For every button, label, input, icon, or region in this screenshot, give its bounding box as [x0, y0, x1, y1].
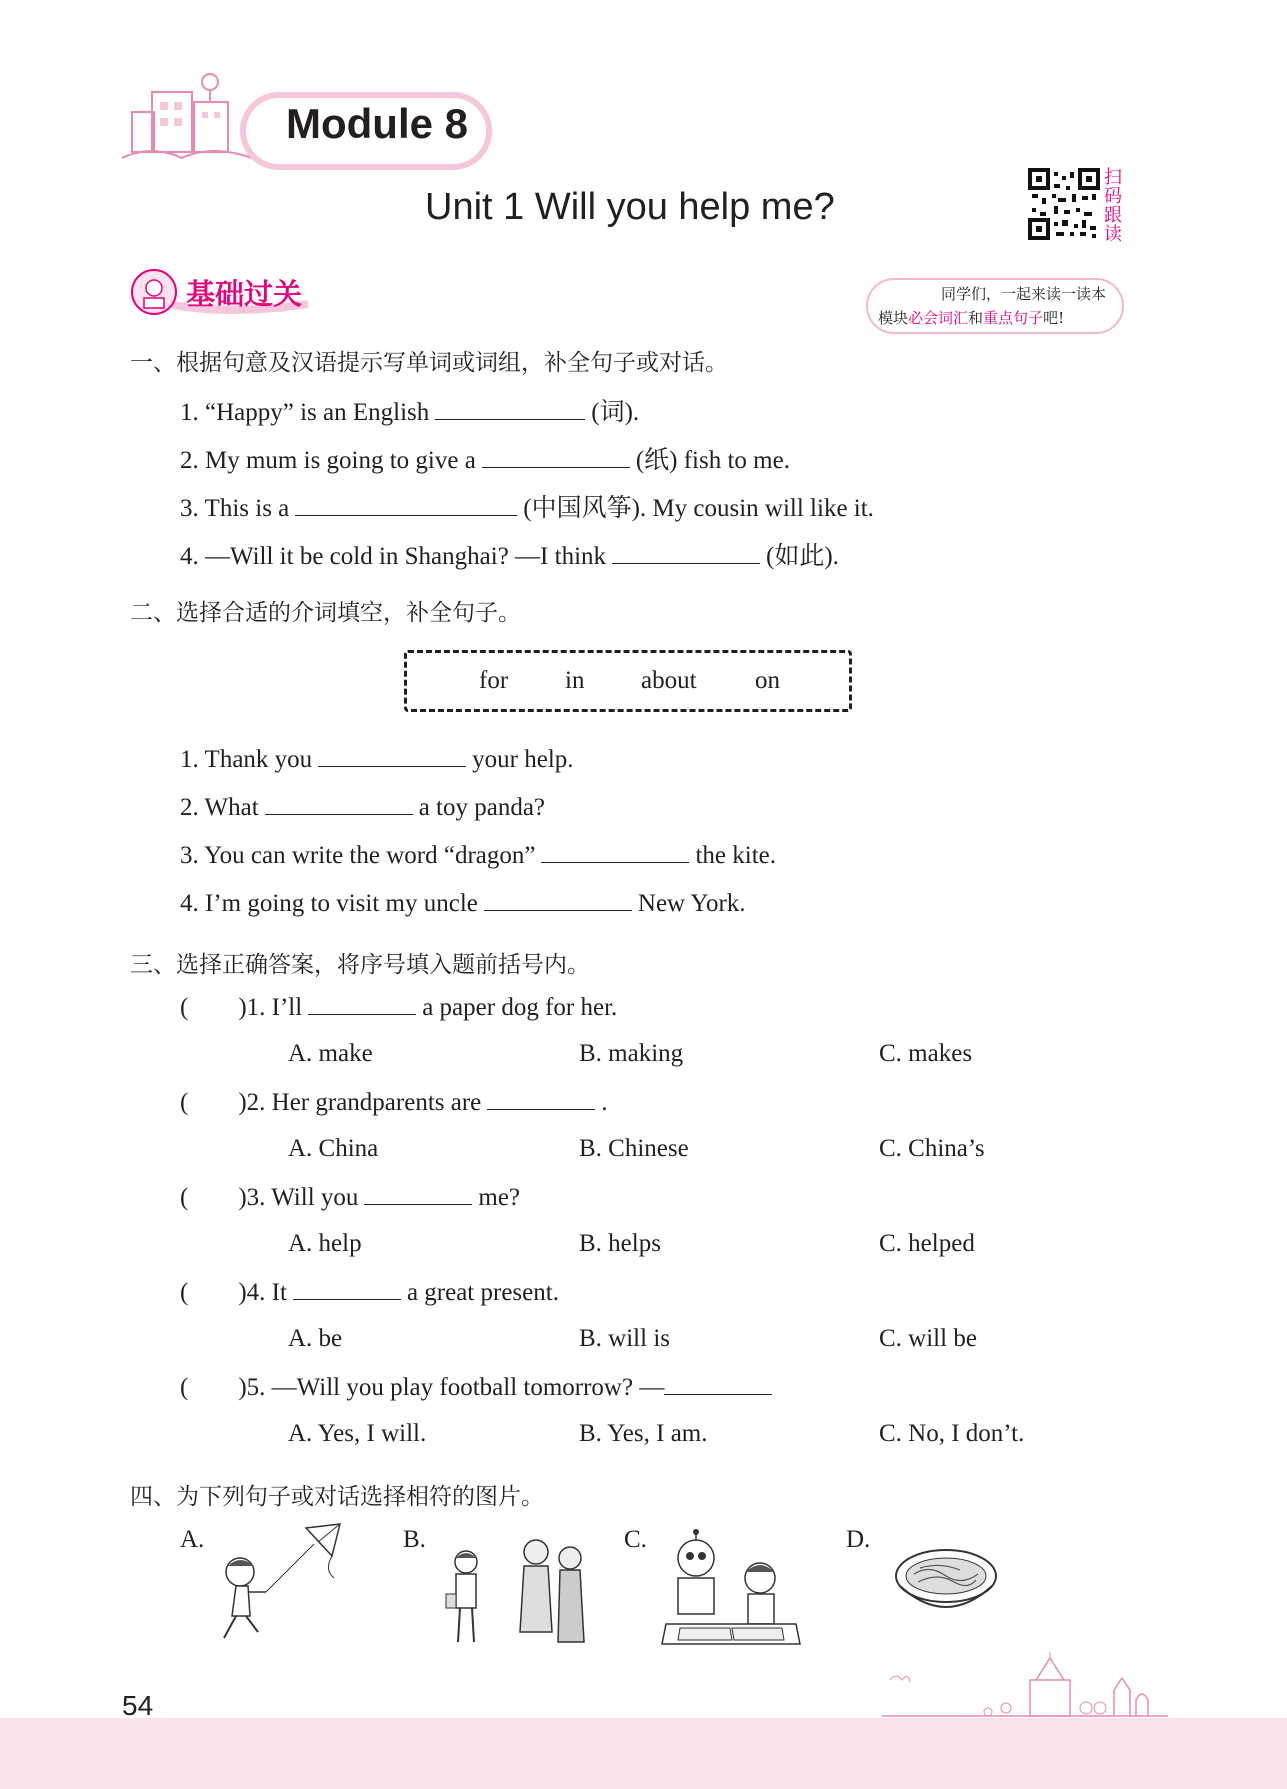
answer-blank[interactable]	[612, 541, 760, 564]
answer-blank[interactable]	[364, 1182, 472, 1205]
mc-option-b[interactable]: B. helps	[579, 1230, 661, 1257]
footer-band	[0, 1718, 1287, 1789]
part2-question-1: 1. Thank you your help.	[180, 746, 574, 773]
picture-label-a: A.	[180, 1526, 205, 1553]
answer-parenthesis[interactable]: ( )	[180, 1279, 247, 1306]
boy-flying-kite-image[interactable]	[214, 1520, 354, 1650]
part2-heading: 二、选择合适的介词填空，补全句子。	[130, 600, 521, 626]
unit-title: Unit 1 Will you help me?	[425, 186, 835, 228]
part3-heading: 三、选择正确答案，将序号填入题前括号内。	[130, 952, 590, 978]
bowl-of-noodles-image[interactable]	[890, 1546, 1002, 1626]
mc-question-4: ( )4. It a great present.	[180, 1279, 559, 1306]
mc-option-b[interactable]: B. Chinese	[579, 1135, 689, 1162]
module-title: Module 8	[286, 100, 469, 147]
bubble-line-2: 模块必会词汇和重点句子吧!	[878, 309, 1065, 327]
answer-blank[interactable]	[295, 493, 517, 516]
part2-question-3: 3. You can write the word “dragon” the kite.	[180, 842, 776, 869]
part1-question-4: 4. —Will it be cold in Shanghai? —I think (如此).	[180, 543, 839, 570]
part1-question-2: 2. My mum is going to give a (纸) fish to me.	[180, 447, 790, 474]
mc-option-b[interactable]: B. making	[579, 1040, 684, 1067]
word-bank-word: on	[755, 667, 780, 694]
answer-parenthesis[interactable]: ( )	[180, 994, 247, 1021]
mc-option-c[interactable]: C. will be	[879, 1325, 977, 1352]
mc-question-1: ( )1. I’ll a paper dog for her.	[180, 994, 618, 1021]
family-greeting-image[interactable]	[440, 1532, 600, 1652]
answer-blank[interactable]	[435, 397, 585, 420]
bubble-line-1: 同学们，一起来读一读本	[940, 285, 1106, 303]
answer-blank[interactable]	[308, 992, 416, 1015]
answer-blank[interactable]	[482, 445, 630, 468]
part1-question-3: 3. This is a (中国风筝). My cousin will like it.	[180, 495, 874, 522]
mc-option-a[interactable]: A. be	[288, 1325, 343, 1352]
mc-option-c[interactable]: C. China’s	[879, 1135, 985, 1162]
picture-label-d: D.	[846, 1526, 871, 1553]
answer-parenthesis[interactable]: ( )	[180, 1184, 247, 1211]
mc-option-a[interactable]: A. make	[288, 1040, 373, 1067]
building-illustration	[122, 62, 262, 172]
robot-and-boy-image[interactable]	[660, 1528, 805, 1658]
answer-blank[interactable]	[487, 1087, 595, 1110]
part2-question-4: 4. I’m going to visit my uncle New York.	[180, 890, 746, 917]
mc-option-b[interactable]: B. will is	[579, 1325, 670, 1352]
answer-blank[interactable]	[265, 792, 413, 815]
answer-blank[interactable]	[664, 1372, 772, 1395]
part4-heading: 四、为下列句子或对话选择相符的图片。	[130, 1484, 544, 1510]
mc-option-c[interactable]: C. No, I don’t.	[879, 1420, 1025, 1447]
mc-option-c[interactable]: C. makes	[879, 1040, 973, 1067]
mc-question-3: ( )3. Will you me?	[180, 1184, 521, 1211]
answer-parenthesis[interactable]: ( )	[180, 1374, 247, 1401]
answer-blank[interactable]	[293, 1277, 401, 1300]
answer-parenthesis[interactable]: ( )	[180, 1089, 247, 1116]
word-bank-box	[404, 650, 852, 712]
answer-blank[interactable]	[318, 744, 466, 767]
section-badge-title: 基础过关	[186, 277, 303, 311]
mc-option-a[interactable]: A. Yes, I will.	[288, 1420, 427, 1447]
word-bank-word: for	[479, 667, 509, 694]
mc-question-5: ( )5. —Will you play football tomorrow? —	[180, 1372, 778, 1402]
answer-blank[interactable]	[541, 840, 689, 863]
word-bank-word: about	[641, 667, 697, 694]
picture-label-c: C.	[624, 1526, 647, 1553]
part1-heading: 一、根据句意及汉语提示写单词或词组，补全句子或对话。	[130, 350, 728, 376]
answer-blank[interactable]	[484, 888, 632, 911]
mc-option-a[interactable]: A. help	[288, 1230, 362, 1257]
mc-option-a[interactable]: A. China	[288, 1135, 379, 1162]
reading-tip-bubble	[866, 278, 1124, 334]
castle-illustration	[880, 1650, 1170, 1720]
mc-question-2: ( )2. Her grandparents are .	[180, 1089, 608, 1116]
page-number: 54	[122, 1690, 154, 1721]
mc-option-b[interactable]: B. Yes, I am.	[579, 1420, 708, 1447]
qr-scan-label: 扫码跟读	[1104, 167, 1122, 245]
part1-question-1: 1. “Happy” is an English (词).	[180, 399, 640, 426]
word-bank-word: in	[565, 667, 585, 694]
part2-question-2: 2. What a toy panda?	[180, 794, 546, 821]
mc-option-c[interactable]: C. helped	[879, 1230, 975, 1257]
qr-code-icon[interactable]	[1028, 168, 1100, 240]
picture-label-b: B.	[403, 1526, 426, 1553]
